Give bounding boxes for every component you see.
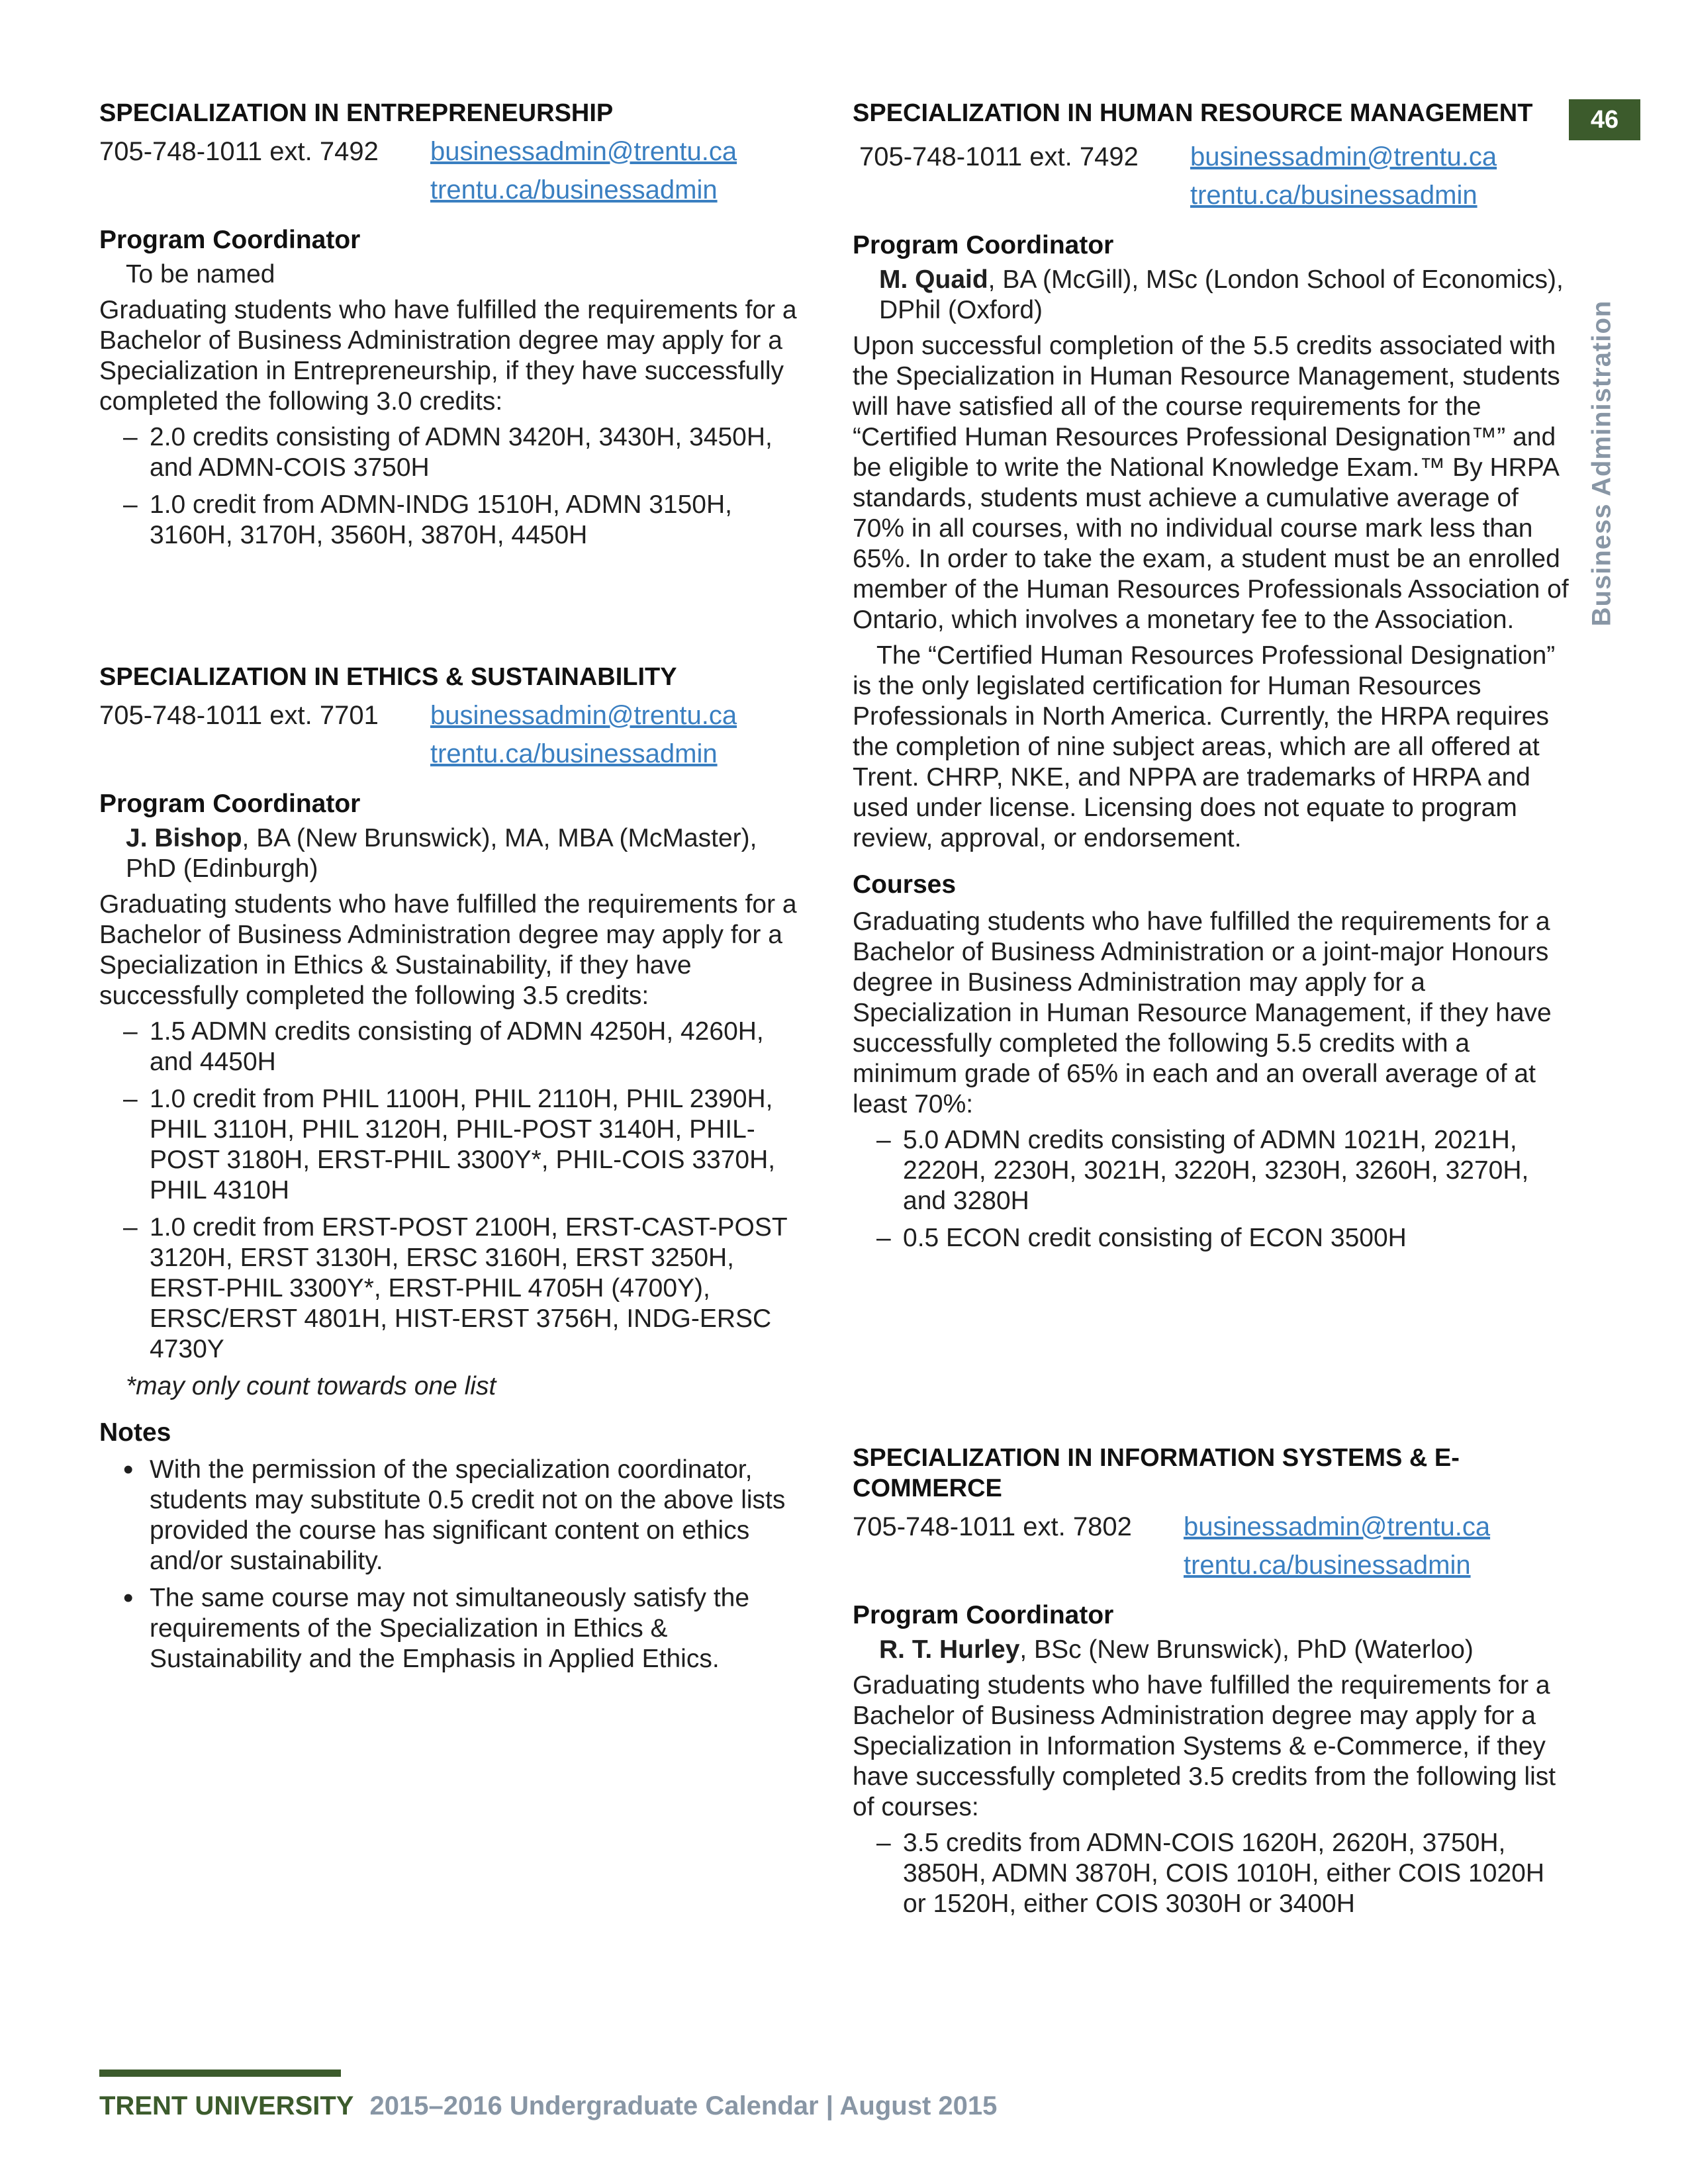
phone-number: 705-748-1011 ext. 7802 bbox=[853, 1512, 1132, 1541]
phone-number: 705-748-1011 ext. 7492 bbox=[859, 142, 1139, 171]
ethics-section bbox=[99, 662, 808, 1681]
website-link[interactable]: trentu.ca/businessadmin bbox=[1184, 1551, 1471, 1580]
section-title: SPECIALIZATION IN ENTREPRENEURSHIP bbox=[99, 99, 614, 127]
requirements-intro: Graduating students who have fulfilled the requirements for a Bachelor of Business Administration degree may apply for a Specialization in Ethics & Sustainability, if they have successfully completed the following 3.5 credits: bbox=[99, 890, 797, 1010]
list-item: – 1.5 ADMN credits consisting of ADMN 4250H, 4260H, and 4450H bbox=[99, 1017, 808, 1077]
coordinator-credentials: , BA (New Brunswick), MA, MBA (McMaster), PhD (Edinburgh) bbox=[126, 824, 757, 883]
section-title: SPECIALIZATION IN HUMAN RESOURCE MANAGEMENT bbox=[853, 99, 1533, 127]
requirements-intro: Graduating students who have fulfilled the requirements for a Bachelor of Business Administration or a joint-major Honours degree in Business Administration may apply for a Specialization in Human Resource Management, if they have successfully completed the following 5.5 credits with a minimum grade of 65% in each and an overall average of at least 70%: bbox=[853, 907, 1552, 1118]
website-link[interactable]: trentu.ca/businessadmin bbox=[430, 739, 718, 768]
list-item: • The same course may not simultaneously satisfy the requirements of the Specialization in Ethics & Sustainability and the Emphasis in Applied Ethics. bbox=[99, 1583, 808, 1674]
coordinator-name: To be named bbox=[126, 260, 275, 289]
requirements-list bbox=[99, 422, 808, 551]
coordinator-heading: Program Coordinator bbox=[853, 1601, 1114, 1629]
footnote: *may only count towards one list bbox=[126, 1372, 496, 1400]
requirements-intro: Graduating students who have fulfilled the requirements for a Bachelor of Business Administration degree may apply for a Specialization in Information Systems & e-Commerce, if they have successfully completed 3.5 credits from the following list of courses: bbox=[853, 1671, 1556, 1821]
infosys-section bbox=[853, 1443, 1574, 1926]
list-item: – 1.0 credit from ERST-POST 2100H, ERST-CAST-POST 3120H, ERST 3130H, ERSC 3160H, ERST 3250H, ERST-PHIL 3300Y*, ERST-PHIL 4705H (4700Y), ERSC/ERST 4801H, HIST-ERST 3756H, INDG-ERSC 4730Y bbox=[99, 1212, 808, 1365]
list-item: – 5.0 ADMN credits consisting of ADMN 1021H, 2021H, 2220H, 2230H, 3021H, 3220H, 3230H, 3260H, 3270H, and 3280H bbox=[853, 1125, 1574, 1216]
list-item: – 0.5 ECON credit consisting of ECON 3500H bbox=[853, 1223, 1574, 1253]
phone-number: 705-748-1011 ext. 7492 bbox=[99, 137, 379, 166]
email-link[interactable]: businessadmin@trentu.ca bbox=[1190, 142, 1497, 171]
list-item: – 1.0 credit from ADMN-INDG 1510H, ADMN 3150H, 3160H, 3170H, 3560H, 3870H, 4450H bbox=[99, 490, 808, 551]
requirements-intro: Graduating students who have fulfilled the requirements for a Bachelor of Business Administration degree may apply for a Specialization in Entrepreneurship, if they have successfully completed the following 3.0 credits: bbox=[99, 296, 797, 416]
website-link[interactable]: trentu.ca/businessadmin bbox=[1190, 181, 1477, 210]
list-item: – 2.0 credits consisting of ADMN 3420H, 3430H, 3450H, and ADMN-COIS 3750H bbox=[99, 422, 808, 483]
notes-heading: Notes bbox=[99, 1418, 171, 1447]
website-link[interactable]: trentu.ca/businessadmin bbox=[430, 175, 718, 205]
requirements-list bbox=[853, 1125, 1574, 1253]
email-link[interactable]: businessadmin@trentu.ca bbox=[1184, 1512, 1491, 1541]
coordinator-name: M. Quaid bbox=[879, 265, 988, 294]
coordinator-name: J. Bishop bbox=[126, 824, 242, 852]
coordinator-heading: Program Coordinator bbox=[99, 226, 361, 254]
notes-list bbox=[99, 1455, 808, 1674]
footer-calendar: 2015–2016 Undergraduate Calendar | August 2015 bbox=[369, 2091, 998, 2120]
list-item: – 1.0 credit from PHIL 1100H, PHIL 2110H, PHIL 2390H, PHIL 3110H, PHIL 3120H, PHIL-POST 3140H, PHIL-POST 3180H, ERST-PHIL 3300Y*, PHIL-COIS 3370H, PHIL 4310H bbox=[99, 1084, 808, 1206]
courses-heading: Courses bbox=[853, 870, 957, 899]
coordinator-heading: Program Coordinator bbox=[99, 790, 361, 818]
hrm-paragraph-1: Upon successful completion of the 5.5 credits associated with the Specialization in Human Resource Management, students will have satisfied all of the course requirements for the “Certified Human Resources Professional Designation™” and be eligible to write the National Knowledge Exam.™ By HRPA standards, students must achieve a cumulative average of 70% in all courses, with no individual course mark less than 65%. In order to take the exam, a student must be an enrolled member of the Human Resources Professionals Association of Ontario, which involves a monetary fee to the Association. bbox=[853, 332, 1569, 634]
hrm-section bbox=[853, 98, 1574, 1260]
section-title: SPECIALIZATION IN ETHICS & SUSTAINABILITY bbox=[99, 663, 677, 691]
coordinator-info bbox=[879, 265, 1574, 326]
hrm-paragraph-2: The “Certified Human Resources Professional Designation” is the only legislated certification for Human Resources Professionals in North America. Currently, the HRPA requires the completion of nine subject areas, which are all offered at Trent. CHRP, NKE, and NPPA are trademarks of HRPA and used under license. Licensing does not equate to program review, approval, or endorsement. bbox=[853, 641, 1556, 852]
contact-block bbox=[99, 132, 808, 209]
section-title: SPECIALIZATION IN INFORMATION SYSTEMS & E-COMMERCE bbox=[853, 1444, 1460, 1502]
coordinator-credentials: , BSc (New Brunswick), PhD (Waterloo) bbox=[1019, 1635, 1474, 1664]
page-number: 46 bbox=[1569, 99, 1640, 140]
entrepreneurship-section bbox=[99, 98, 808, 557]
coordinator-info bbox=[126, 823, 808, 884]
coordinator-info bbox=[879, 1635, 1574, 1665]
footer-university: TRENT UNIVERSITY bbox=[99, 2091, 354, 2120]
requirements-list bbox=[853, 1828, 1574, 1919]
coordinator-credentials: , BA (McGill), MSc (London School of Economics), DPhil (Oxford) bbox=[879, 265, 1564, 324]
email-link[interactable]: businessadmin@trentu.ca bbox=[430, 701, 737, 730]
contact-block bbox=[99, 696, 808, 773]
requirements-list bbox=[99, 1017, 808, 1365]
footer-rule bbox=[99, 2070, 341, 2077]
footer bbox=[99, 2091, 997, 2121]
list-item: • With the permission of the specialization coordinator, students may substitute 0.5 credit not on the above lists provided the course has significant content on ethics and/or sustainability. bbox=[99, 1455, 808, 1576]
contact-block bbox=[859, 138, 1574, 214]
contact-block bbox=[853, 1508, 1574, 1584]
list-item: – 3.5 credits from ADMN-COIS 1620H, 2620H, 3750H, 3850H, ADMN 3870H, COIS 1010H, either COIS 1020H or 1520H, either COIS 3030H or 3400H bbox=[853, 1828, 1574, 1919]
coordinator-heading: Program Coordinator bbox=[853, 231, 1114, 259]
section-side-label: Business Administration bbox=[1587, 300, 1617, 627]
phone-number: 705-748-1011 ext. 7701 bbox=[99, 701, 379, 730]
email-link[interactable]: businessadmin@trentu.ca bbox=[430, 137, 737, 166]
coordinator-name: R. T. Hurley bbox=[879, 1635, 1020, 1664]
